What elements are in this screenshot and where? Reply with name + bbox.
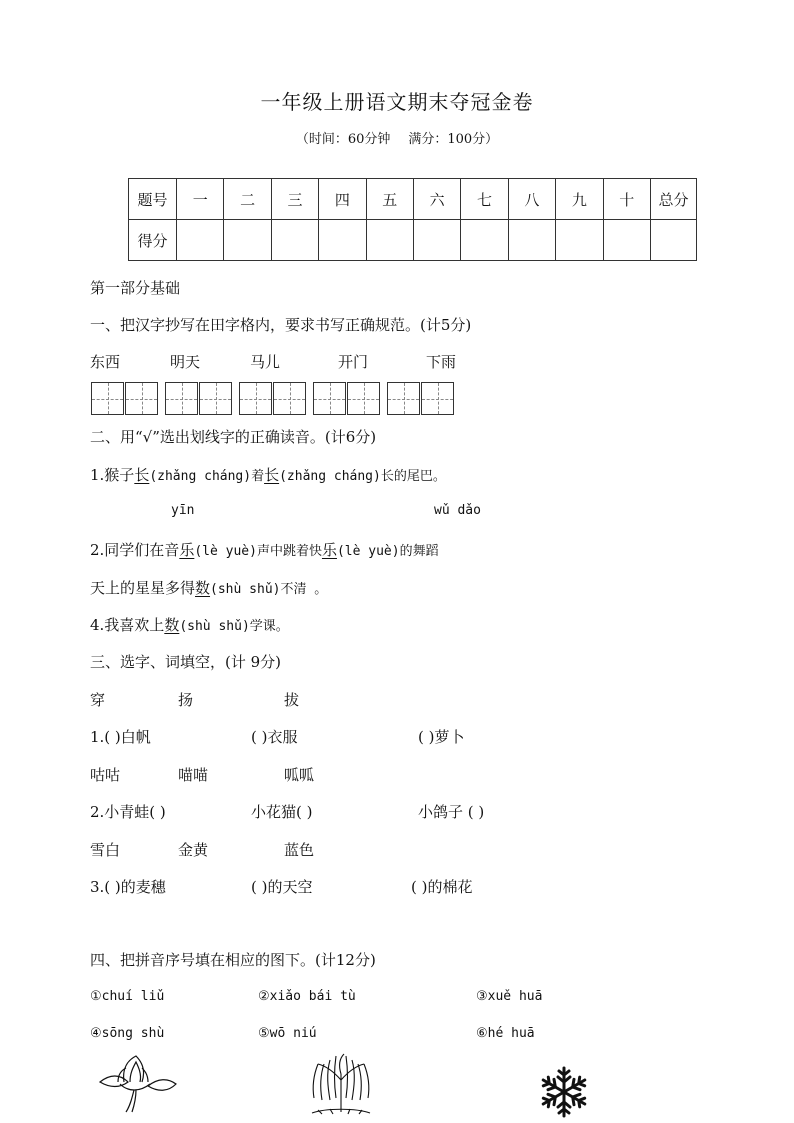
score-cell[interactable] <box>271 220 318 261</box>
q3-line2 <box>90 801 484 822</box>
q3-word-choice: 呱呱 <box>284 766 315 784</box>
q2-item3-text: 天上的星星多得 <box>90 579 196 597</box>
tianzige-cell[interactable] <box>199 382 232 415</box>
q3-blank-item[interactable]: 小鸽子 ( ) <box>418 803 485 821</box>
q4-option-2: ②xiǎo bái tù <box>258 989 356 1004</box>
q2-item4 <box>90 614 289 635</box>
tianzige-cell[interactable] <box>313 382 346 415</box>
q2-item4-text: 4.我喜欢上 <box>90 616 165 634</box>
q3-line1 <box>90 726 464 747</box>
q3-blank-item[interactable]: ( )萝卜 <box>418 728 465 746</box>
q3-blank-item[interactable]: ( )的天空 <box>251 878 313 896</box>
score-col-4: 四 <box>319 179 366 220</box>
tianzige-cell[interactable] <box>273 382 306 415</box>
q3-title: 三、选字、词填空，(计 9分) <box>90 653 282 671</box>
score-cell-total[interactable] <box>651 220 697 261</box>
q2-item2 <box>90 539 439 560</box>
snowflake-picture <box>539 1065 589 1119</box>
score-cell[interactable] <box>461 220 508 261</box>
q1-word: 下雨 <box>426 353 457 371</box>
score-table-score-row <box>129 220 697 261</box>
score-col-3: 三 <box>271 179 318 220</box>
score-cell[interactable] <box>177 220 224 261</box>
score-col-6: 六 <box>413 179 460 220</box>
q3-line3 <box>90 876 472 897</box>
q2-item3-pinyin[interactable]: (shù shǔ)不清 。 <box>210 582 328 597</box>
willow-tree-picture <box>306 1050 376 1116</box>
tianzige-cell[interactable] <box>421 382 454 415</box>
tianzige-cell[interactable] <box>91 382 124 415</box>
q2-title: 二、用“√”选出划线字的正确读音。(计6分) <box>90 428 377 446</box>
q3-word-choice: 咕咕 <box>90 766 121 784</box>
score-table-header-row <box>129 179 697 220</box>
q4-option-3: ③xuě huā <box>476 989 543 1004</box>
q4-option-5: ⑤wō niú <box>258 1026 317 1041</box>
q2-item1-pinyin[interactable]: (zhǎng cháng)长的尾巴。 <box>279 469 446 484</box>
q1-title: 一、把汉字抄写在田字格内，要求书写正确规范。(计5分) <box>90 316 472 334</box>
score-col-2: 二 <box>224 179 271 220</box>
score-table-question-label: 题号 <box>129 179 177 220</box>
q3-blank-item[interactable]: 2.小青蛙( ) <box>90 803 166 821</box>
q2-item2-underlined: 乐 <box>321 541 337 559</box>
exam-subtitle <box>0 128 794 147</box>
q3-group2-words <box>90 764 314 785</box>
q1-word: 开门 <box>338 353 369 371</box>
pinyin-hint-yin: yīn <box>171 503 195 518</box>
q4-option-1: ①chuí liǔ <box>90 989 165 1004</box>
exam-time: （时间：60分钟 <box>295 132 391 147</box>
q3-group3-words <box>90 839 314 860</box>
q3-blank-item[interactable]: 1.( )白帆 <box>90 728 151 746</box>
score-table-score-label: 得分 <box>129 220 177 261</box>
q2-item2-underlined: 乐 <box>179 541 195 559</box>
q2-item1-text: 1.猴子 <box>90 466 135 484</box>
tianzige-cell[interactable] <box>125 382 158 415</box>
q3-word-choice: 雪白 <box>90 841 121 859</box>
score-cell[interactable] <box>508 220 555 261</box>
q3-blank-item[interactable]: ( )的棉花 <box>411 878 473 896</box>
q1-word: 马儿 <box>250 353 281 371</box>
q2-item1-underlined: 长 <box>264 466 280 484</box>
score-cell[interactable] <box>366 220 413 261</box>
score-cell[interactable] <box>603 220 650 261</box>
q3-word-choice: 扬 <box>178 691 194 709</box>
q2-item1-underlined: 长 <box>134 466 150 484</box>
score-col-1: 一 <box>177 179 224 220</box>
score-cell[interactable] <box>224 220 271 261</box>
q2-item2-pinyin[interactable]: (lè yuè)的舞蹈 <box>336 544 439 559</box>
q2-item2-text: 2.同学们在音 <box>90 541 180 559</box>
q4-option-6: ⑥hé huā <box>476 1026 535 1041</box>
score-col-total: 总分 <box>651 179 697 220</box>
score-cell[interactable] <box>413 220 460 261</box>
tianzige-cell[interactable] <box>347 382 380 415</box>
exam-full-score: 满分：100分） <box>408 132 499 147</box>
score-col-7: 七 <box>461 179 508 220</box>
q1-word: 东西 <box>90 353 121 371</box>
q4-option-4: ④sōng shù <box>90 1026 165 1041</box>
q2-item2-pinyin[interactable]: (lè yuè)声中跳着快 <box>194 544 322 559</box>
pinyin-hint-wudao: wǔ dǎo <box>434 503 481 518</box>
q3-word-choice: 穿 <box>90 691 106 709</box>
q3-word-choice: 金黄 <box>178 841 209 859</box>
q3-word-choice: 喵喵 <box>178 766 209 784</box>
tianzige-cell[interactable] <box>165 382 198 415</box>
score-col-5: 五 <box>366 179 413 220</box>
tianzige-cell[interactable] <box>239 382 272 415</box>
lotus-flower-picture <box>96 1052 178 1114</box>
q3-word-choice: 拔 <box>284 691 300 709</box>
q3-group1-words <box>90 689 299 710</box>
q1-word: 明天 <box>170 353 201 371</box>
q3-blank-item[interactable]: 3.( )的麦穗 <box>90 878 166 896</box>
score-cell[interactable] <box>319 220 366 261</box>
q3-word-choice: 蓝色 <box>284 841 315 859</box>
q1-word-list <box>90 351 456 372</box>
q2-item1 <box>90 464 446 485</box>
score-col-10: 十 <box>603 179 650 220</box>
q2-item4-pinyin[interactable]: (shù shǔ)学课。 <box>179 619 289 634</box>
q2-item3-underlined: 数 <box>195 579 211 597</box>
q2-item3 <box>90 577 327 598</box>
score-col-8: 八 <box>508 179 555 220</box>
part1-heading: 第一部分基础 <box>90 279 181 297</box>
q3-blank-item[interactable]: 小花猫( ) <box>251 803 313 821</box>
q2-item1-pinyin[interactable]: (zhǎng cháng)着 <box>149 469 265 484</box>
exam-title: 一年级上册语文期末夺冠金卷 <box>260 90 534 114</box>
q2-item4-underlined: 数 <box>164 616 180 634</box>
score-col-9: 九 <box>556 179 603 220</box>
score-table <box>128 178 697 261</box>
score-cell[interactable] <box>556 220 603 261</box>
q4-title: 四、把拼音序号填在相应的图下。(计12分) <box>90 951 376 969</box>
q3-blank-item[interactable]: ( )衣服 <box>251 728 298 746</box>
tianzige-cell[interactable] <box>387 382 420 415</box>
